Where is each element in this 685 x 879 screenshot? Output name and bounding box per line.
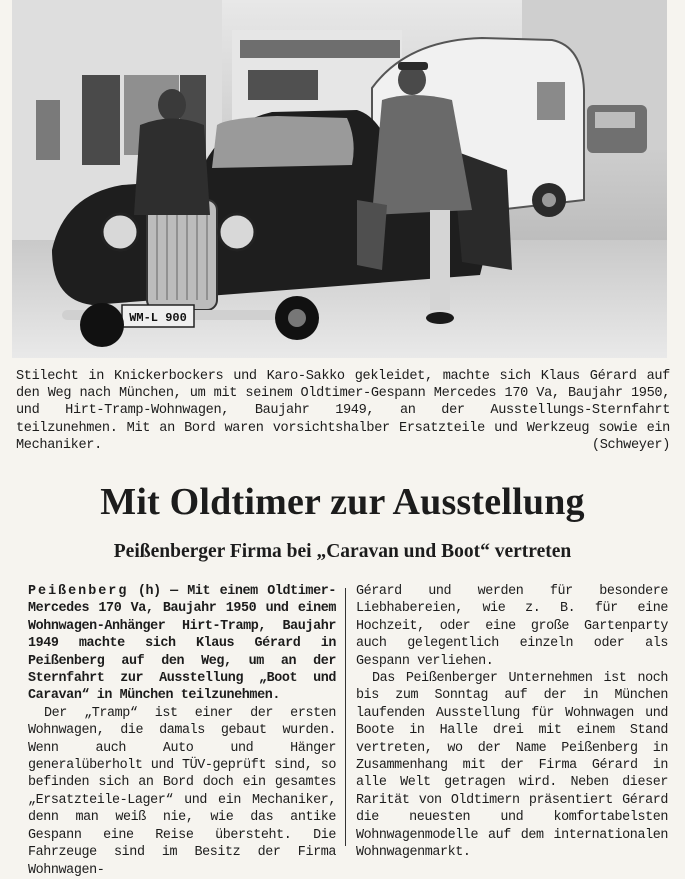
man-shoe [426,312,454,324]
headlight-right [219,214,255,250]
window-shutter-left [82,75,120,165]
photo-credit: (Schweyer) [591,438,670,454]
article-column-left [28,583,336,879]
news-photo [12,0,667,358]
lead-text: Mit einem Oldtimer-Mercedes 170 Va, Baujahr 1950 und einem Wohnwagen-Anhänger Hirt-Tramp, Baujahr 1949 machte sich Klaus Gérard in Peißenberg auf den Weg, um an der Sternfahrt zur Ausstellung „Boot und Caravan“ in München teilzunehmen. [28,584,336,704]
windshield [212,116,354,168]
article-paragraph-3: Das Peißenberger Unternehmen ist noch bis zum Sonntag auf der in München laufenden Ausstellung für Wohnwagen und Boote in Halle drei mit einem Stand vertreten, wo der Name Peißenberg in Zusammenhang mit der Firma Gérard in alle Welt getragen wird. Neben dieser Rarität von Oldtimern präsentiert Gérard die neuesten und komfortabelsten Wohnwagenmodelle auf dem internationalen Wohnwagenmarkt. [356,671,668,861]
mailbox [36,100,60,160]
front-wheel-left [80,303,124,347]
dateline: Peißenberg [28,584,129,599]
caption-text: Stilecht in Knickerbockers und Karo-Sakko gekleidet, machte sich Klaus Gérard auf den Weg nach München, um mit seinem Oldtimer-Gespann Mercedes 170 Va, Baujahr 1950, und Hirt-Tramp-Wohnwagen, Baujahr 1949, an der Ausstellungs-Sternfahrt teilzunehmen. Mit an Bord waren vorsichtshalber Ersatzteile und Werkzeug sowie ein Mechaniker. [16,369,670,453]
svg-text:WM-L 900: WM-L 900 [129,311,187,325]
headlight-left [102,214,138,250]
vintage-car-caravan-photo [12,0,667,358]
caravan-window [537,82,565,120]
agency: (h) — [137,584,178,599]
article-column-right [356,583,668,862]
column-divider [345,588,346,846]
subheadline: Peißenberger Firma bei „Caravan und Boot“ vertreten [113,541,572,562]
photo-caption [16,368,670,454]
mechanic-head [158,89,186,121]
man-leg-raised [357,200,387,270]
headline: Mit Oldtimer zur Ausstellung [100,481,585,523]
article-paragraph-2: Gérard und werden für besondere Liebhabereien, wie z. B. für eine Hochzeit, oder eine große Gartenparty auch gelegentlich einzeln oder als Gespann verliehen. [356,584,668,669]
man-cap [398,62,428,70]
article-lead [28,583,336,705]
man-leg-stocking [430,210,450,310]
article-paragraph-1: Der „Tramp“ ist einer der ersten Wohnwagen, die damals gebaut wurden. Wenn auch Auto und Hänger generalüberholt und TÜV-geprüft sind, so befinden sich an Bord doch ein gesamtes „Ersatzteile-Lager“ und ein Mechaniker, denn man weiß nie, wie das antike Gespann eine Reise übersteht. Die Fahrzeuge sind im Besitz der Firma Wohnwagen- [28,705,336,878]
mechanic-body [134,119,210,216]
